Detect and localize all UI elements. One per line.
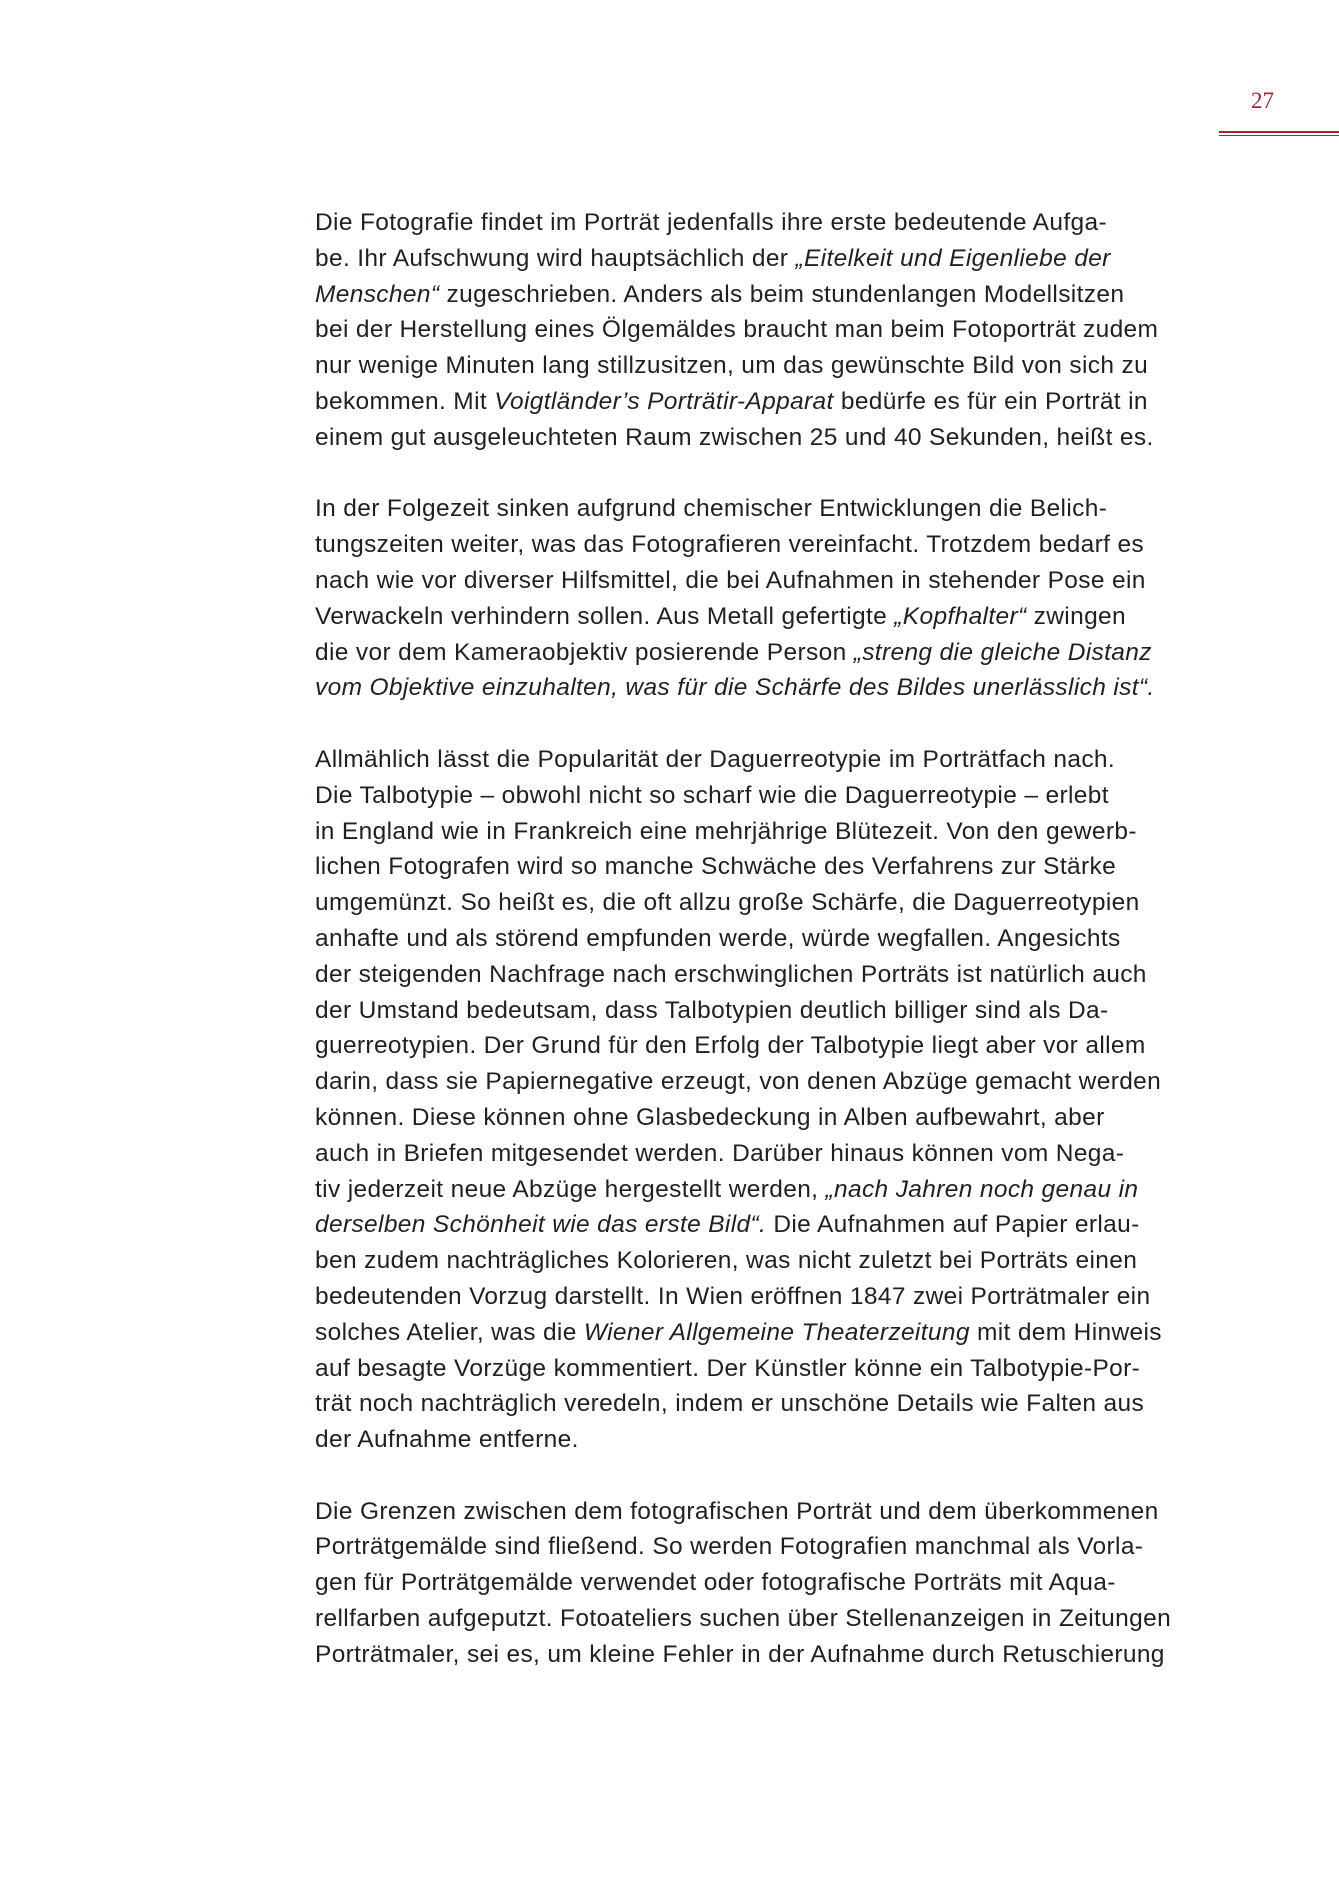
- text-line: [315, 1529, 1215, 1565]
- text-segment: bedeutenden Vorzug darstellt. In Wien eröffnen 1847 zwei Porträtmaler ein: [315, 1282, 1151, 1310]
- text-line: [315, 1637, 1215, 1673]
- text-segment: rellfarben aufgeputzt. Fotoateliers suchen über Stellenanzeigen in Zeitungen: [315, 1605, 1172, 1633]
- text-segment: der steigenden Nachfrage nach erschwinglichen Porträts ist natürlich auch: [315, 960, 1147, 988]
- text-segment: bedürfe es für ein Porträt in: [833, 387, 1148, 415]
- text-line: [315, 1100, 1215, 1136]
- text-segment: Die Grenzen zwischen dem fotografischen Porträt und dem überkommenen: [315, 1497, 1159, 1525]
- text-segment: trät noch nachträglich veredeln, indem er unschöne Details wie Falten aus: [315, 1390, 1145, 1418]
- text-segment: darin, dass sie Papiernegative erzeugt, von denen Abzüge gemacht werden: [315, 1068, 1162, 1096]
- text-line: [315, 527, 1215, 563]
- italic-quote: „nach Jahren noch genau in: [825, 1175, 1139, 1203]
- text-line: [315, 670, 1215, 706]
- text-line: [315, 348, 1215, 384]
- text-line: [315, 1028, 1215, 1064]
- text-line: [315, 1601, 1215, 1637]
- text-line: [315, 1207, 1215, 1243]
- text-line: [315, 312, 1215, 348]
- text-segment: zugeschrieben. Anders als beim stundenlangen Modellsitzen: [439, 280, 1125, 308]
- italic-quote: Wiener Allgemeine Theaterzeitung: [583, 1318, 970, 1346]
- text-line: [315, 1565, 1215, 1601]
- text-segment: nach wie vor diverser Hilfsmittel, die bei Aufnahmen in stehender Pose ein: [315, 566, 1146, 594]
- text-segment: Die Talbotypie – obwohl nicht so scharf wie die Daguerreotypie – erlebt: [315, 781, 1109, 809]
- italic-quote: Menschen“: [315, 280, 440, 308]
- text-segment: zwingen: [1026, 602, 1126, 630]
- paragraph-gap: [315, 456, 1215, 492]
- text-segment: bei der Herstellung eines Ölgemäldes braucht man beim Fotoporträt zudem: [315, 316, 1159, 344]
- italic-quote: „Kopfhalter“: [894, 602, 1027, 630]
- text-line: [315, 778, 1215, 814]
- text-segment: können. Diese können ohne Glasbedeckung in Alben aufbewahrt, aber: [315, 1103, 1105, 1131]
- text-line: [315, 1279, 1215, 1315]
- text-segment: umgemünzt. So heißt es, die oft allzu große Schärfe, die Daguerreotypien: [315, 889, 1140, 917]
- italic-quote: derselben Schönheit wie das erste Bild“.: [315, 1211, 767, 1239]
- text-line: [315, 849, 1215, 885]
- text-line: [315, 599, 1215, 635]
- text-line: [315, 635, 1215, 671]
- text-line: [315, 814, 1215, 850]
- text-segment: der Aufnahme entferne.: [315, 1426, 579, 1454]
- paragraph-gap: [315, 706, 1215, 742]
- text-segment: die vor dem Kameraobjektiv posierende Person: [315, 638, 854, 666]
- text-segment: anhafte und als störend empfunden werde, würde wegfallen. Angesichts: [315, 924, 1121, 952]
- text-segment: be. Ihr Aufschwung wird hauptsächlich der: [315, 244, 796, 272]
- text-segment: auf besagte Vorzüge kommentiert. Der Künstler könne ein Talbotypie-Por-: [315, 1354, 1141, 1382]
- text-segment: Porträtmaler, sei es, um kleine Fehler in der Aufnahme durch Retuschierung: [315, 1640, 1165, 1668]
- text-segment: gen für Porträtgemälde verwendet oder fotografische Porträts mit Aqua-: [315, 1569, 1116, 1597]
- text-segment: tiv jederzeit neue Abzüge hergestellt werden,: [315, 1175, 826, 1203]
- page-number: 27: [1251, 88, 1274, 113]
- text-segment: Verwackeln verhindern sollen. Aus Metall gefertigte: [315, 602, 895, 630]
- text-line: [315, 1315, 1215, 1351]
- text-segment: Allmählich lässt die Popularität der Daguerreotypie im Porträtfach nach.: [315, 745, 1116, 773]
- text-line: [315, 1422, 1215, 1458]
- paragraph: [315, 491, 1215, 706]
- text-line: [315, 1351, 1215, 1387]
- text-line: [315, 277, 1215, 313]
- text-line: [315, 957, 1215, 993]
- text-segment: In der Folgezeit sinken aufgrund chemischer Entwicklungen die Belich-: [315, 495, 1108, 523]
- text-line: [315, 241, 1215, 277]
- text-line: [315, 491, 1215, 527]
- text-segment: mit dem Hinweis: [969, 1318, 1162, 1346]
- text-line: [315, 885, 1215, 921]
- text-line: [315, 563, 1215, 599]
- text-segment: lichen Fotografen wird so manche Schwäche des Verfahrens zur Stärke: [315, 853, 1117, 881]
- text-line: [315, 1243, 1215, 1279]
- text-segment: ben zudem nachträgliches Kolorieren, was nicht zuletzt bei Porträts einen: [315, 1247, 1138, 1275]
- text-segment: der Umstand bedeutsam, dass Talbotypien deutlich billiger sind als Da-: [315, 996, 1109, 1024]
- italic-quote: vom Objektive einzuhalten, was für die Schärfe des Bildes unerlässlich ist“.: [315, 674, 1155, 702]
- text-line: [315, 921, 1215, 957]
- body-text: [315, 205, 1215, 1673]
- text-segment: Porträtgemälde sind fließend. So werden Fotografien manchmal als Vorla-: [315, 1533, 1144, 1561]
- text-segment: in England wie in Frankreich eine mehrjährige Blütezeit. Von den gewerb-: [315, 817, 1137, 845]
- text-segment: nur wenige Minuten lang stillzusitzen, um das gewünschte Bild von sich zu: [315, 352, 1149, 380]
- text-line: [315, 993, 1215, 1029]
- text-segment: tungszeiten weiter, was das Fotografieren vereinfacht. Trotzdem bedarf es: [315, 531, 1145, 559]
- text-line: [315, 1172, 1215, 1208]
- text-line: [315, 384, 1215, 420]
- text-segment: Die Aufnahmen auf Papier erlau-: [766, 1211, 1140, 1239]
- text-line: [315, 1136, 1215, 1172]
- text-line: [315, 1064, 1215, 1100]
- text-line: [315, 420, 1215, 456]
- header-rule: [1219, 131, 1339, 133]
- paragraph: [315, 742, 1215, 1458]
- italic-quote: „Eitelkeit und Eigenliebe der: [795, 244, 1111, 272]
- italic-quote: „streng die gleiche Distanz: [853, 638, 1152, 666]
- text-line: [315, 1494, 1215, 1530]
- paragraph: [315, 1494, 1215, 1673]
- text-line: [315, 205, 1215, 241]
- text-segment: Die Fotografie findet im Porträt jedenfalls ihre erste bedeutende Aufga-: [315, 209, 1107, 236]
- header-rule-thin: [1219, 135, 1339, 136]
- text-segment: einem gut ausgeleuchteten Raum zwischen 25 und 40 Sekunden, heißt es.: [315, 423, 1154, 451]
- italic-quote: Voigtländer’s Porträtir-Apparat: [494, 387, 834, 415]
- text-segment: auch in Briefen mitgesendet werden. Darüber hinaus können vom Nega-: [315, 1139, 1125, 1167]
- text-line: [315, 1386, 1215, 1422]
- text-line: [315, 742, 1215, 778]
- paragraph: [315, 205, 1215, 456]
- paragraph-gap: [315, 1458, 1215, 1494]
- text-segment: bekommen. Mit: [315, 387, 495, 415]
- text-segment: solches Atelier, was die: [315, 1318, 584, 1346]
- text-segment: guerreotypien. Der Grund für den Erfolg der Talbotypie liegt aber vor allem: [315, 1032, 1146, 1060]
